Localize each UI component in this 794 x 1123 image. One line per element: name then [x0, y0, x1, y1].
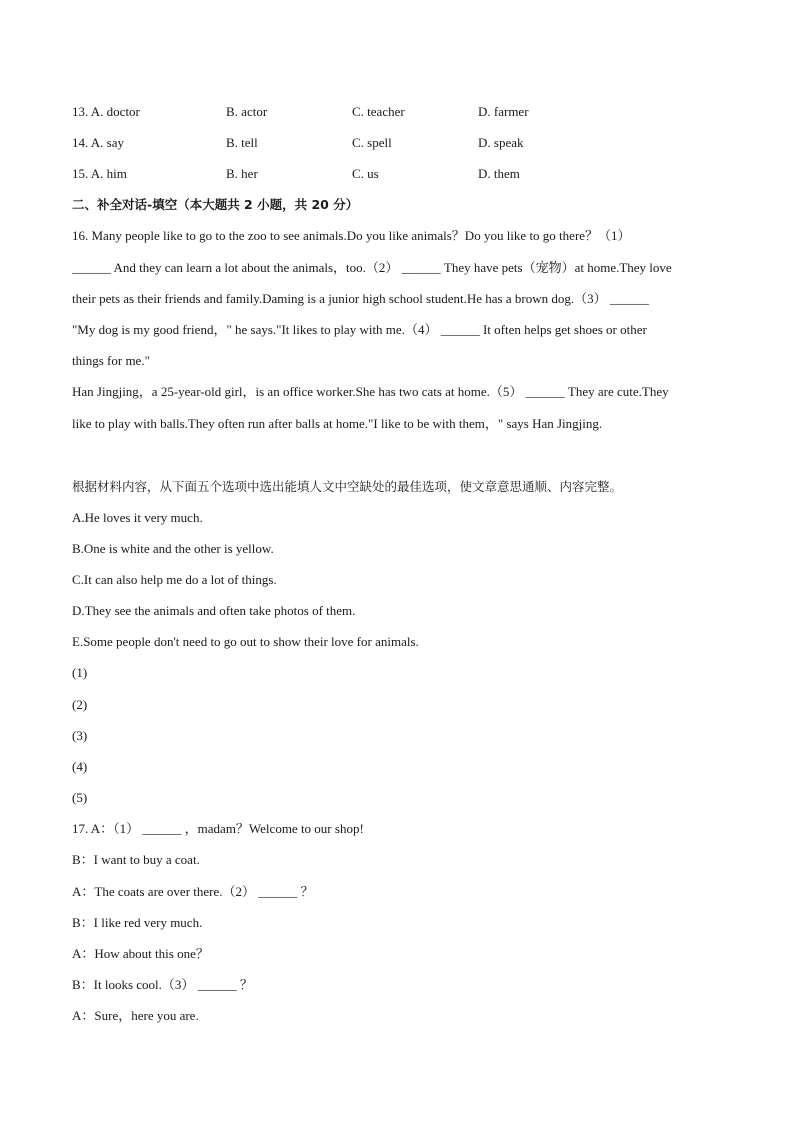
section-heading: 二、补全对话-填空（本大题共 2 小题，共 20 分）	[72, 197, 359, 212]
choice-b: B.One is white and the other is yellow.	[72, 541, 274, 556]
option-14-c: C. spell	[352, 135, 392, 150]
passage-line: ______ And they can learn a lot about the animals，too.（2） ______ They have pets（宠物）at home.They love	[72, 260, 672, 275]
blank-4: (4)	[72, 759, 88, 774]
choice-a: A.He loves it very much.	[72, 510, 203, 525]
option-14-b: B. tell	[226, 135, 258, 150]
choice-c: C.It can also help me do a lot of things.	[72, 572, 277, 587]
option-13-b: B. actor	[226, 104, 268, 119]
option-14-d: D. speak	[478, 135, 524, 150]
dialogue-line: A：How about this one？	[72, 946, 209, 961]
dialogue-line: A：Sure，here you are.	[72, 1008, 199, 1023]
passage-line: Han Jingjing，a 25-year-old girl，is an office worker.She has two cats at home.（5） ______ They are cute.They	[72, 384, 669, 399]
dialogue-line: 17. A：（1） ______ ，madam？Welcome to our shop!	[72, 821, 364, 836]
blank-1: (1)	[72, 665, 88, 680]
option-13-c: C. teacher	[352, 104, 405, 119]
option-15-a: 15. A. him	[72, 166, 127, 181]
option-15-d: D. them	[478, 166, 520, 181]
choice-d: D.They see the animals and often take photos of them.	[72, 603, 356, 618]
passage-line: their pets as their friends and family.Daming is a junior high school student.He has a brown dog.（3） ______	[72, 291, 649, 306]
dialogue-line: B：I want to buy a coat.	[72, 852, 200, 867]
option-13-d: D. farmer	[478, 104, 529, 119]
choice-e: E.Some people don't need to go out to show their love for animals.	[72, 634, 419, 649]
dialogue-line: B：It looks cool.（3） ______ ？	[72, 977, 253, 992]
blank-3: (3)	[72, 728, 88, 743]
passage-line: "My dog is my good friend，" he says."It likes to play with me.（4） ______ It often helps get shoes or other	[72, 322, 647, 337]
passage-line: things for me."	[72, 353, 150, 368]
option-15-b: B. her	[226, 166, 258, 181]
blank-2: (2)	[72, 697, 88, 712]
option-15-c: C. us	[352, 166, 379, 181]
option-13-a: 13. A. doctor	[72, 104, 140, 119]
passage-line: 16. Many people like to go to the zoo to see animals.Do you like animals？Do you like to go there？（1）	[72, 228, 631, 243]
instruction-text: 根据材料内容，从下面五个选项中选出能填人文中空缺处的最佳选项，使文章意思通顺、内容完整。	[72, 479, 623, 494]
blank-5: (5)	[72, 790, 88, 805]
option-14-a: 14. A. say	[72, 135, 124, 150]
dialogue-line: A：The coats are over there.（2） ______ ？	[72, 884, 314, 899]
passage-line: like to play with balls.They often run after balls at home."I like to be with them，" says Han Jingjing.	[72, 416, 603, 431]
dialogue-line: B：I like red very much.	[72, 915, 203, 930]
